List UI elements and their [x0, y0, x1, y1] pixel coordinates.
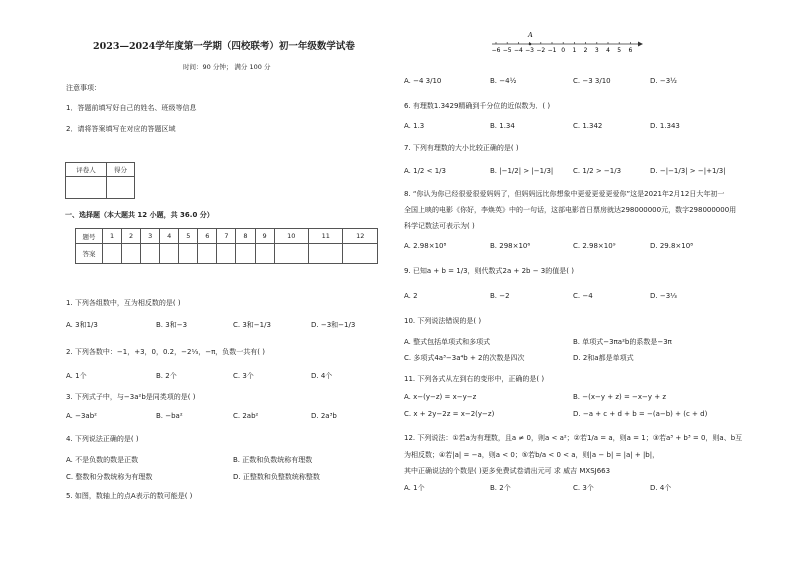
answer-table-number: 1	[103, 229, 122, 244]
option-a[interactable]: A. 1个	[404, 484, 425, 492]
answer-table-number: 11	[309, 229, 343, 244]
option-b[interactable]: B. 298×10⁶	[490, 242, 531, 250]
score-box-cell[interactable]	[107, 177, 135, 199]
point-a	[529, 43, 532, 46]
option-a[interactable]: A. 整式包括单项式和多项式	[404, 338, 491, 346]
answer-cell[interactable]	[179, 244, 198, 264]
number-line-tick-label: −1	[547, 47, 557, 54]
answer-cell[interactable]	[103, 244, 122, 264]
option-b[interactable]: B. −4½	[490, 77, 517, 85]
answer-cell[interactable]	[122, 244, 141, 264]
exam-meta: 时间：90 分钟； 满分 100 分	[183, 63, 271, 71]
page-title: 2023—2024学年度第一学期（四校联考）初一年级数学试卷	[93, 41, 355, 52]
option-c[interactable]: C. 3个	[233, 372, 254, 380]
question-stem: 8. “你认为你已经很爱很爱妈妈了，但妈妈远比你想象中更爱更爱更爱你”这是2021年2月12日大年初一	[404, 190, 725, 198]
number-line-tick-label: 2	[583, 47, 588, 54]
option-c[interactable]: C. x + 2y−2z = x−2(y−z)	[404, 410, 495, 418]
answer-cell[interactable]	[343, 244, 378, 264]
option-d[interactable]: D. −|−1/3| > −|+1/3|	[650, 167, 726, 175]
score-box-label: 得分	[107, 163, 135, 177]
number-line-tick-label: 1	[572, 47, 577, 54]
option-d[interactable]: D. −3⅓	[650, 292, 677, 300]
question-stem: 3. 下列式子中，与−3a²b是同类项的是( )	[66, 393, 196, 401]
option-c[interactable]: C. 多项式4a³−3a⁴b + 2的次数是四次	[404, 354, 525, 362]
option-b[interactable]: B. 1.34	[490, 122, 515, 130]
answer-table-number: 8	[236, 229, 255, 244]
option-b[interactable]: B. 正数和负数统称有理数	[233, 456, 313, 464]
answer-cell[interactable]	[255, 244, 274, 264]
notice-heading: 注意事项：	[66, 84, 101, 92]
number-line-tick-label: −3	[525, 47, 535, 54]
option-b[interactable]: B. |−1/2| > |−1/3|	[490, 167, 554, 175]
number-line	[486, 28, 646, 58]
answer-table-number: 5	[179, 229, 198, 244]
answer-table-number: 6	[198, 229, 217, 244]
answer-table-label: 答案	[76, 244, 103, 264]
option-d[interactable]: D. 1.343	[650, 122, 680, 130]
question-stem-line: 其中正确说法的个数是( )更多免费试卷请出元可 求 威吉 MXSJ663	[404, 467, 611, 475]
number-line-tick-label: −2	[536, 47, 546, 54]
option-d[interactable]: D. 4个	[311, 372, 333, 380]
number-line-tick-label: −6	[491, 47, 501, 54]
option-a[interactable]: A. −3ab²	[66, 412, 97, 420]
number-line-tick-label: 4	[606, 47, 610, 54]
option-a[interactable]: A. 1.3	[404, 122, 425, 130]
option-c[interactable]: C. 3和−1/3	[233, 321, 271, 329]
question-stem: 11. 下列各式从左到右的变形中，正确的是( )	[404, 375, 545, 383]
answer-table-number: 2	[122, 229, 141, 244]
option-c[interactable]: C. 整数和分数统称为有理数	[66, 473, 153, 481]
point-a-label: A	[528, 31, 533, 39]
number-line-tick-label: −4	[513, 47, 523, 54]
question-stem: 6. 有理数1.3429精确到千分位的近似数为．( )	[404, 102, 551, 110]
question-stem: 2. 下列各数中：−1，+3，0，0.2，−2⅓，−π，负数一共有( )	[66, 348, 265, 356]
answer-table-header: 题号	[76, 229, 103, 244]
option-b[interactable]: B. 3和−3	[156, 321, 188, 329]
score-box	[65, 162, 135, 199]
option-d[interactable]: D. 正整数和负整数统称整数	[233, 473, 320, 481]
option-d[interactable]: D. 29.8×10⁸	[650, 242, 694, 250]
score-box-label: 评卷人	[66, 163, 107, 177]
answer-cell[interactable]	[217, 244, 236, 264]
answer-cell[interactable]	[274, 244, 308, 264]
answer-table-number: 10	[274, 229, 308, 244]
answer-table	[75, 228, 378, 264]
option-b[interactable]: B. −2	[490, 292, 510, 300]
option-d[interactable]: D. −3和−1/3	[311, 321, 356, 329]
answer-table-number: 3	[141, 229, 160, 244]
answer-cell[interactable]	[309, 244, 343, 264]
option-d[interactable]: D. 2和a都是单项式	[573, 354, 634, 362]
option-d[interactable]: D. −a + c + d + b = −(a−b) + (c + d)	[573, 410, 708, 418]
option-c[interactable]: C. 3个	[573, 484, 594, 492]
question-stem: 12. 下列说法：①若a为有理数，且a ≠ 0，则a < a²；②若1/a = a，则a = 1；③若a³ + b³ = 0，则a、b互	[404, 434, 743, 442]
option-c[interactable]: C. −3 3/10	[573, 77, 611, 85]
option-c[interactable]: C. 1/2 > −1/3	[573, 167, 622, 175]
option-a[interactable]: A. 1个	[66, 372, 87, 380]
option-a[interactable]: A. 2.98×10⁸	[404, 242, 447, 250]
option-b[interactable]: B. −(x−y + z) = −x−y + z	[573, 393, 667, 401]
answer-cell[interactable]	[198, 244, 217, 264]
question-stem: 4. 下列说法正确的是( )	[66, 435, 139, 443]
option-c[interactable]: C. 2.98×10⁹	[573, 242, 616, 250]
question-stem-line: 全国上映的电影《你好，李焕英》中的一句话，这部电影首日票房就达298000000元，数字298000000用	[404, 206, 737, 214]
answer-cell[interactable]	[141, 244, 160, 264]
option-b[interactable]: B. 2个	[156, 372, 177, 380]
answer-cell[interactable]	[160, 244, 179, 264]
question-stem-line: 科学记数法可表示为( )	[404, 222, 475, 230]
option-a[interactable]: A. 1/2 < 1/3	[404, 167, 446, 175]
option-d[interactable]: D. 4个	[650, 484, 672, 492]
question-stem: 9. 已知a + b = 1/3，则代数式2a + 2b − 3的值是( )	[404, 267, 574, 275]
score-box-cell[interactable]	[66, 177, 107, 199]
option-b[interactable]: B. 单项式−3πa²b的系数是−3π	[573, 338, 672, 346]
number-line-tick-label: 0	[561, 47, 566, 54]
notice-item: 2．请将答案填写在对应的答题区域	[66, 125, 176, 133]
option-a[interactable]: A. 2	[404, 292, 418, 300]
option-d[interactable]: D. −3½	[650, 77, 677, 85]
number-line-tick-label: −5	[502, 47, 512, 54]
notice-item: 1．答题前填写好自己的姓名、班级等信息	[66, 104, 197, 112]
question-stem: 1. 下列各组数中，互为相反数的是( )	[66, 299, 181, 307]
option-c[interactable]: C. 1.342	[573, 122, 603, 130]
answer-table-number: 7	[217, 229, 236, 244]
question-stem-line: 为相反数；④若|a| = −a，则a < 0；⑤若b/a < 0 < a，则|a − b| = |a| + |b|，	[404, 451, 660, 459]
answer-table-number: 9	[255, 229, 274, 244]
question-stem: 10. 下列说法错误的是( )	[404, 317, 482, 325]
question-stem: 7. 下列有理数的大小比较正确的是( )	[404, 144, 519, 152]
option-b[interactable]: B. −ba²	[156, 412, 183, 420]
section-heading: 一、选择题（本大题共 12 小题，共 36.0 分）	[65, 211, 214, 219]
answer-table-number: 12	[343, 229, 378, 244]
question-stem: 5. 如图，数轴上的点A表示的数可能是( )	[66, 492, 193, 500]
answer-table-number: 4	[160, 229, 179, 244]
option-a[interactable]: A. x−(y−z) = x−y−z	[404, 393, 477, 401]
number-line-tick-label: 6	[628, 47, 633, 54]
answer-cell[interactable]	[236, 244, 255, 264]
option-c[interactable]: C. 2ab²	[233, 412, 259, 420]
number-line-tick-label: 3	[594, 47, 599, 54]
option-c[interactable]: C. −4	[573, 292, 593, 300]
option-a[interactable]: A. 3和1/3	[66, 321, 98, 329]
option-d[interactable]: D. 2a³b	[311, 412, 337, 420]
option-a[interactable]: A. 不是负数的数是正数	[66, 456, 139, 464]
number-line-tick-label: 5	[617, 47, 622, 54]
number-line-arrow	[638, 42, 643, 47]
option-a[interactable]: A. −4 3/10	[404, 77, 442, 85]
option-b[interactable]: B. 2个	[490, 484, 511, 492]
